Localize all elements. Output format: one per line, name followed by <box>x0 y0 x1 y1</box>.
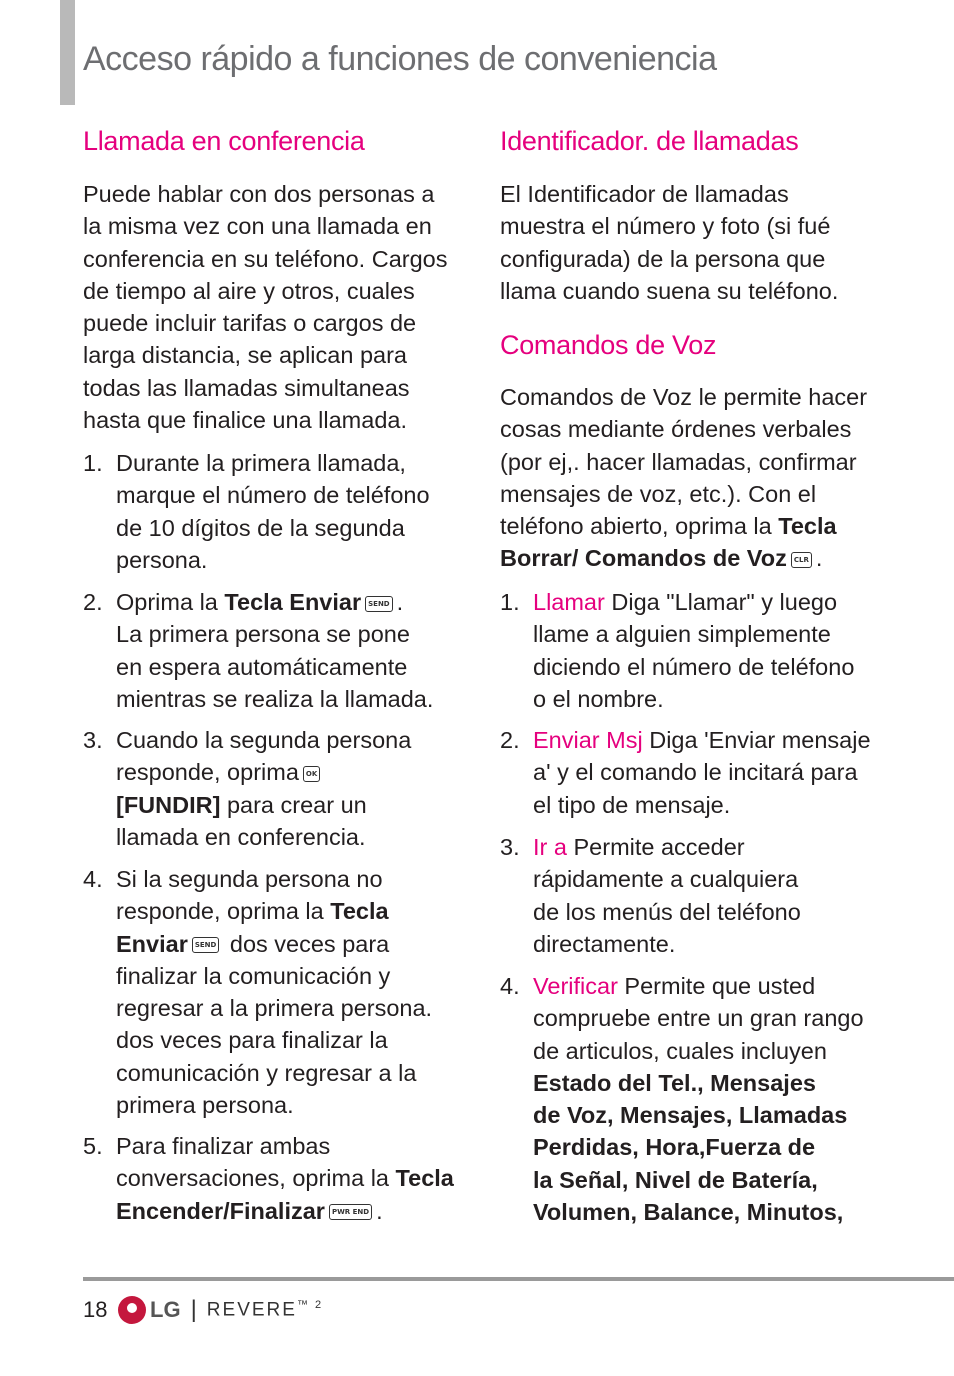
command-name: Verificar <box>533 973 618 999</box>
intro-line: configurada) de la persona que <box>500 245 826 272</box>
step-line: Encender/Finalizar PWR END . <box>116 1197 383 1224</box>
page-number: 18 <box>83 1297 108 1322</box>
intro-line: la misma vez con una llamada en <box>83 213 432 240</box>
command-number: 2. <box>500 727 520 753</box>
intro-line: muestra el número y foto (si fué <box>500 213 831 240</box>
command-line: de los menús del teléfono <box>533 898 801 925</box>
caller-id-intro <box>500 178 838 307</box>
intro-line: teléfono abierto, oprima la Tecla <box>500 513 837 540</box>
intro-line: de tiempo al aire y otros, cuales <box>83 277 415 304</box>
command-number: 4. <box>500 973 520 999</box>
step-line: dos veces para finalizar la <box>116 1027 388 1054</box>
step-line: Enviar SEND dos veces para <box>116 930 390 957</box>
intro-line: mensajes de voz, etc.). Con el <box>500 480 817 507</box>
heading-conference-call: Llamada en conferencia <box>83 126 365 156</box>
intro-line: puede incluir tarifas o cargos de <box>83 310 417 337</box>
command-line: Volumen, Balance, Minutos, <box>533 1199 844 1226</box>
command-line: rápidamente a cualquiera <box>533 866 799 893</box>
intro-line: Comandos de Voz le permite hacer <box>500 384 868 410</box>
section-marker-bar <box>60 0 75 105</box>
command-line: de articulos, cuales incluyen <box>533 1037 827 1064</box>
command-line: o el nombre. <box>533 685 664 712</box>
command-line: Ir a Permite acceder <box>533 834 745 860</box>
command-name: Enviar Msj <box>533 727 643 753</box>
command-number: 1. <box>500 589 520 615</box>
step-line: Cuando la segunda persona <box>116 727 412 753</box>
conference-intro <box>83 178 447 436</box>
command-line: diciendo el número de teléfono <box>533 653 855 680</box>
command-line: directamente. <box>533 930 676 957</box>
step-line: finalizar la comunicación y <box>116 962 391 989</box>
intro-line: Borrar/ Comandos de Voz CLR . <box>500 545 823 572</box>
page-title: Acceso rápido a funciones de conveniencia <box>83 40 717 78</box>
step-line: responde, oprima la Tecla <box>116 898 389 925</box>
step-line: Durante la primera llamada, <box>116 450 406 476</box>
command-line: Estado del Tel., Mensajes <box>533 1069 816 1096</box>
command-name: Llamar <box>533 589 605 615</box>
brand-name: LG <box>150 1297 181 1322</box>
step-line: La primera persona se pone <box>116 621 410 648</box>
step-line: marque el número de teléfono <box>116 482 430 509</box>
intro-line: El Identificador de llamadas <box>500 181 789 207</box>
heading-caller-id: Identificador. de llamadas <box>500 126 799 156</box>
send-key-icon: SEND <box>192 937 220 953</box>
step-line: conversaciones, oprima la Tecla <box>116 1165 454 1192</box>
step-line: regresar a la primera persona. <box>116 995 433 1022</box>
step-line: Oprima la Tecla Enviar SEND . <box>116 589 404 615</box>
command-name: Ir a <box>533 834 567 860</box>
intro-line: todas las llamadas simultaneas <box>83 374 410 401</box>
step-line: mientras se realiza la llamada. <box>116 685 434 712</box>
step-line: de 10 dígitos de la segunda <box>116 514 405 541</box>
intro-line: larga distancia, se aplican para <box>83 342 407 369</box>
clear-key-icon: CLR <box>791 552 812 568</box>
command-line: el tipo de mensaje. <box>533 791 731 818</box>
product-name: $REVERE^{™ 2}$ <box>206 1298 324 1321</box>
lg-logo-icon <box>118 1296 146 1324</box>
command-line: de Voz, Mensajes, Llamadas <box>533 1102 848 1129</box>
step-line: [FUNDIR] para crear un <box>116 791 367 818</box>
footer-rule <box>83 1277 954 1281</box>
step-line: responde, oprima OK <box>116 756 411 788</box>
step-line: comunicación y regresar a la <box>116 1059 417 1086</box>
end-key-icon: PWR END <box>329 1204 372 1220</box>
step-line: en espera automáticamente <box>116 653 408 680</box>
intro-line: (por ej,. hacer llamadas, confirmar <box>500 448 857 475</box>
intro-line: hasta que finalice una llamada. <box>83 407 407 434</box>
command-line: Verificar Permite que usted <box>533 973 816 999</box>
step-line: llamada en conferencia. <box>116 823 366 850</box>
command-line: a' y el comando le incitará para <box>533 759 858 786</box>
command-line: compruebe entre un gran rango <box>533 1005 864 1032</box>
intro-line: Puede hablar con dos personas a <box>83 181 435 207</box>
step-number: 1. <box>83 450 103 476</box>
intro-line: conferencia en su teléfono. Cargos <box>83 245 448 272</box>
command-number: 3. <box>500 834 520 860</box>
intro-line: llama cuando suena su teléfono. <box>500 277 839 304</box>
voice-commands-intro <box>500 381 867 575</box>
step-number: 5. <box>83 1133 103 1159</box>
step-line: primera persona. <box>116 1092 294 1119</box>
step-number: 3. <box>83 727 103 753</box>
command-line: Perdidas, Hora,Fuerza de <box>533 1134 816 1161</box>
divider: | <box>190 1296 197 1323</box>
step-line: Si la segunda persona no <box>116 866 383 892</box>
command-line: Enviar Msj Diga 'Enviar mensaje <box>533 727 871 753</box>
footer-branding <box>118 1296 323 1324</box>
intro-line: cosas mediante órdenes verbales <box>500 416 852 443</box>
command-line: la Señal, Nivel de Batería, <box>533 1166 818 1193</box>
ok-key-icon: OK <box>303 766 320 782</box>
step-number: 4. <box>83 866 103 892</box>
command-line: Llamar Diga "Llamar" y luego <box>533 589 838 615</box>
step-number: 2. <box>83 589 103 615</box>
command-line: llame a alguien simplemente <box>533 621 831 648</box>
step-line: Para finalizar ambas <box>116 1133 331 1159</box>
send-key-icon: SEND <box>365 596 393 612</box>
step-line: persona. <box>116 546 208 573</box>
heading-voice-commands: Comandos de Voz <box>500 330 717 360</box>
